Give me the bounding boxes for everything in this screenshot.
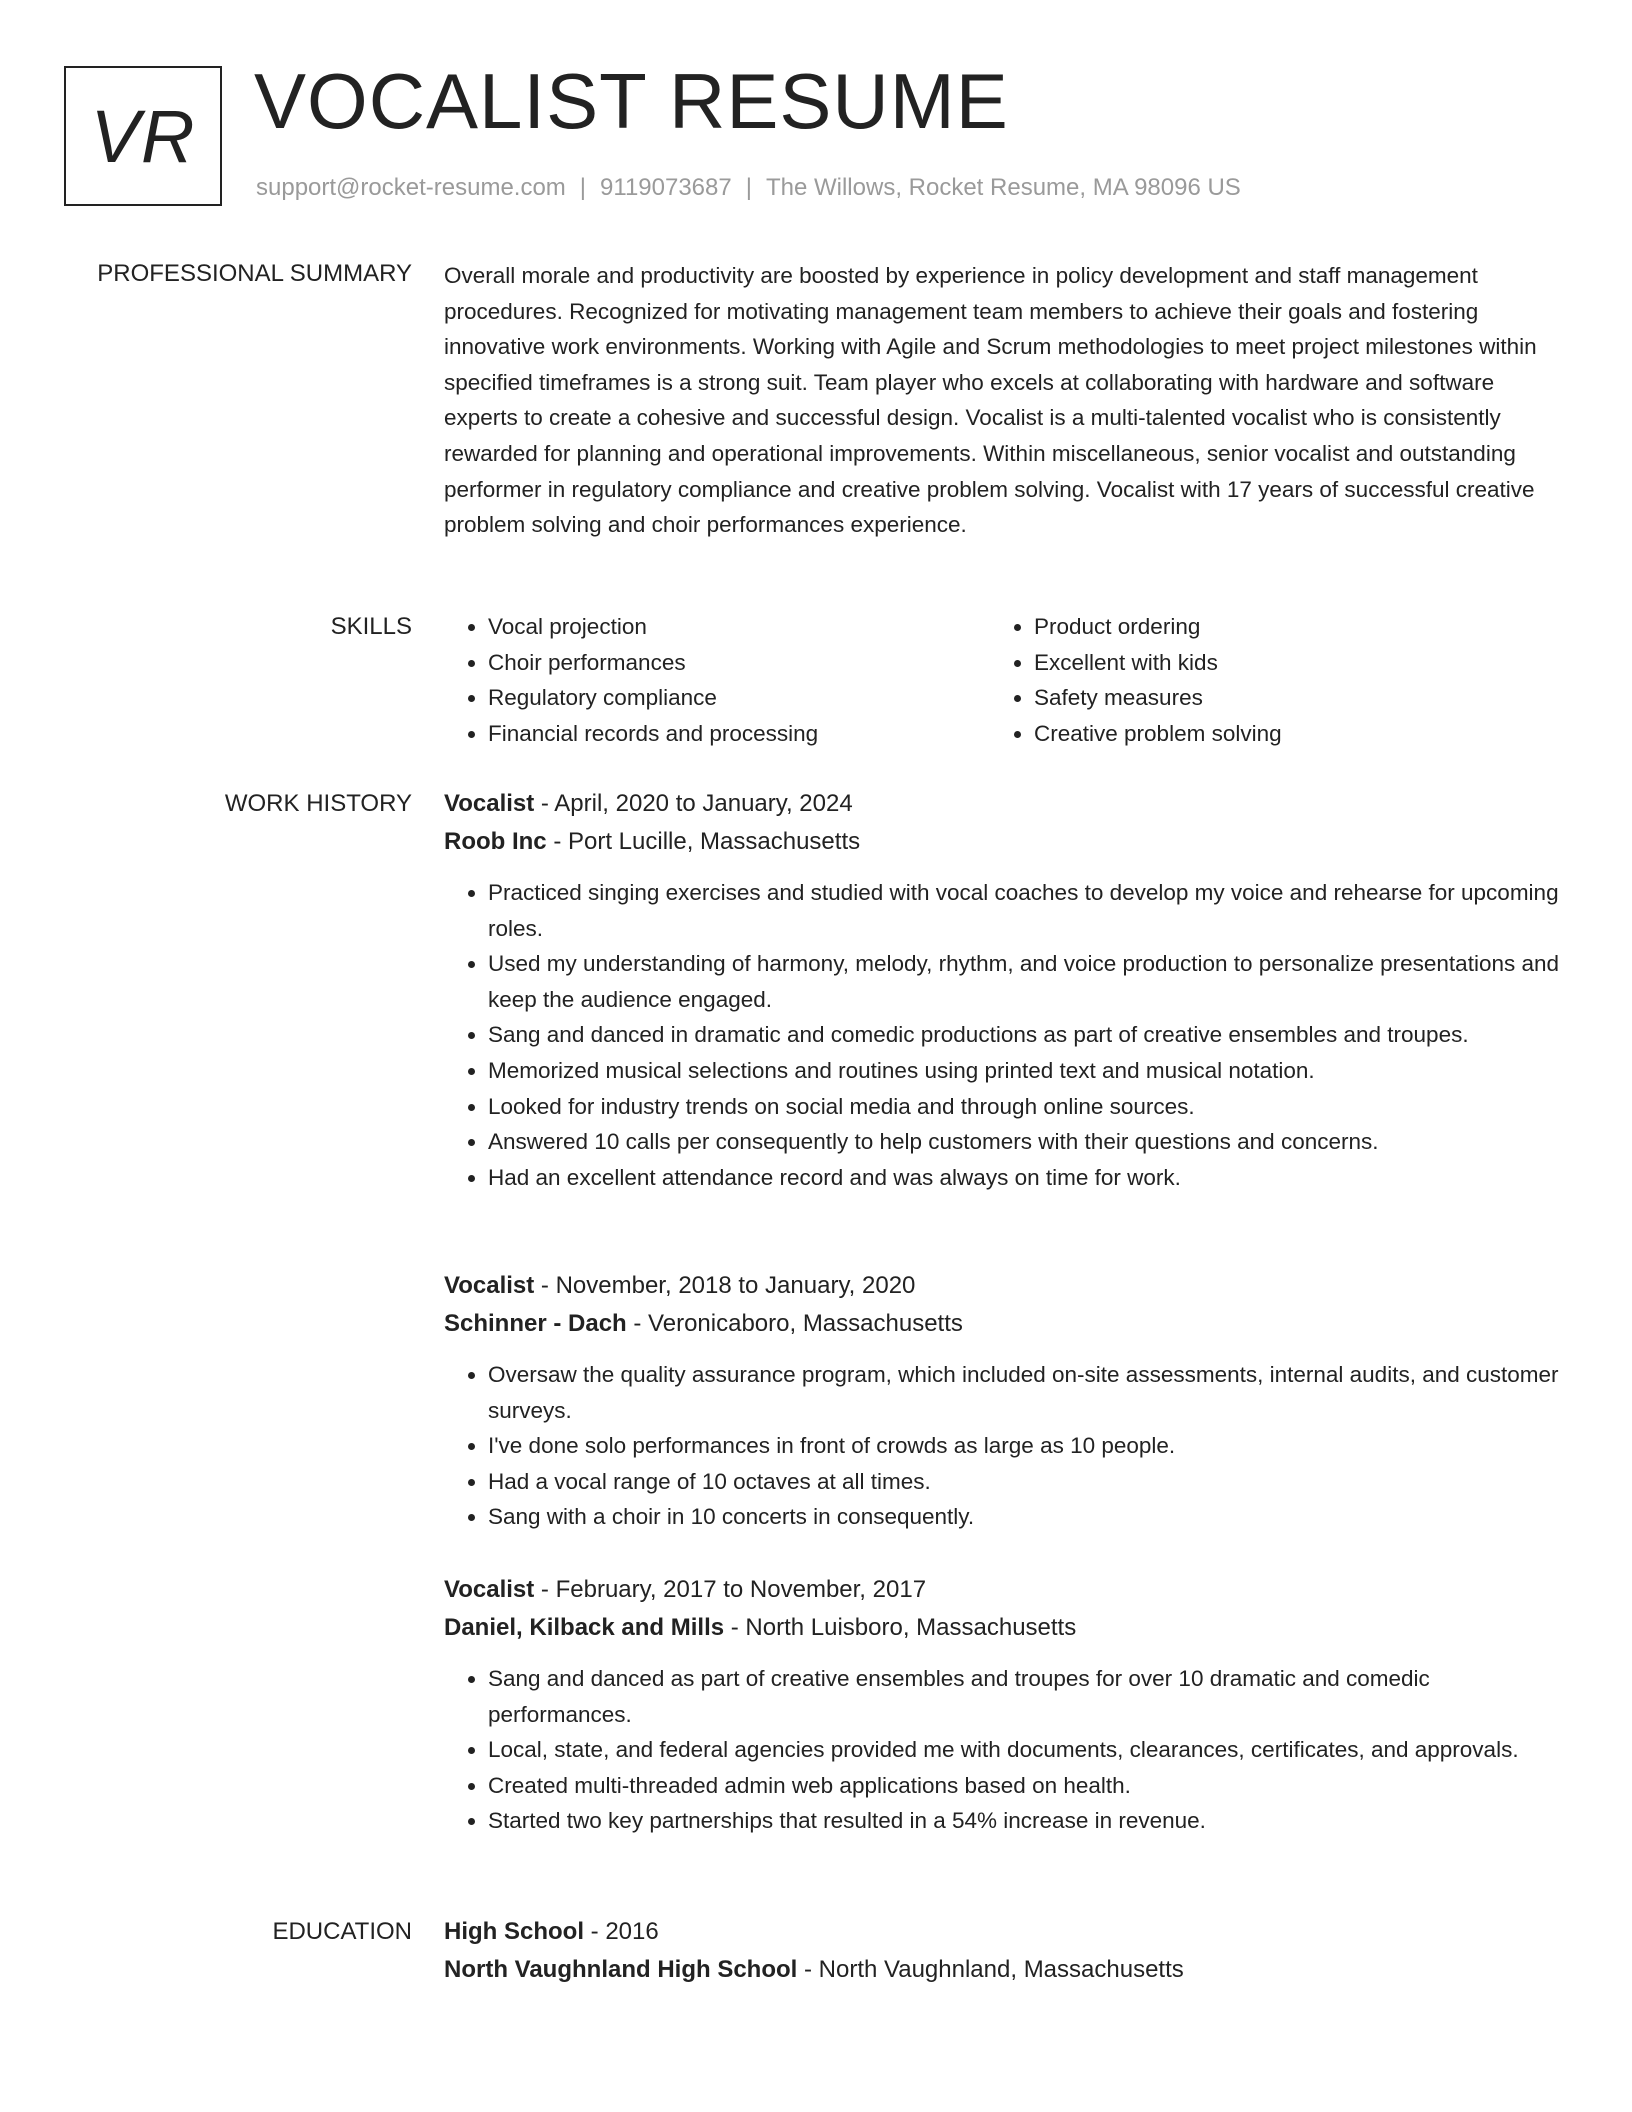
skill-item: • Regulatory compliance	[488, 680, 990, 716]
resume-title: VOCALIST RESUME	[254, 57, 1009, 145]
education-label: EDUCATION	[272, 1918, 412, 1945]
skill-item: • Product ordering	[1034, 609, 1536, 645]
job-bullet: • Answered 10 calls per consequently to help customers with their questions and concerns.	[488, 1124, 1564, 1160]
contact-address: The Willows, Rocket Resume, MA 98096 US	[765, 174, 1241, 201]
job-heading: Vocalist - November, 2018 to January, 2020	[444, 1272, 916, 1299]
skill-item: • Choir performances	[488, 645, 990, 681]
skills-list-left	[444, 609, 990, 751]
skill-item: • Safety measures	[1034, 680, 1536, 716]
contact-line	[256, 174, 1241, 202]
job-location: North Luisboro, Massachusetts	[745, 1614, 1077, 1641]
job-employer: Schinner - Dach - Veronicaboro, Massachusetts	[444, 1310, 963, 1337]
skills-body	[444, 609, 1564, 751]
job-company: Roob Inc	[444, 828, 547, 855]
monogram: VR	[64, 66, 222, 206]
contact-phone: 9119073687	[600, 174, 732, 201]
job-bullet: • Started two key partnerships that resulted in a 54% increase in revenue.	[488, 1803, 1564, 1839]
skill-item: • Excellent with kids	[1034, 645, 1536, 681]
education-body	[444, 1913, 1564, 1989]
education-school-line: North Vaughnland High School - North Vaughnland, Massachusetts	[444, 1956, 1184, 1983]
job-bullet: • Sang with a choir in 10 concerts in consequently.	[488, 1499, 1564, 1535]
education-location: North Vaughnland, Massachusetts	[818, 1956, 1184, 1983]
job-heading: Vocalist - April, 2020 to January, 2024	[444, 790, 853, 817]
skill-item: • Financial records and processing	[488, 716, 990, 752]
job-heading: Vocalist - February, 2017 to November, 2017	[444, 1576, 927, 1603]
job-bullet: • I've done solo performances in front of crowds as large as 10 people.	[488, 1428, 1564, 1464]
education-heading: High School - 2016	[444, 1918, 659, 1945]
job-bullet: • Sang and danced in dramatic and comedic productions as part of creative ensembles and troupes.	[488, 1017, 1564, 1053]
job-bullet: • Looked for industry trends on social media and through online sources.	[488, 1089, 1564, 1125]
skills-label: SKILLS	[330, 613, 412, 640]
job-dates: April, 2020 to January, 2024	[554, 790, 853, 817]
job-bullets	[444, 1357, 1564, 1535]
skill-item: • Creative problem solving	[1034, 716, 1536, 752]
job-dates: November, 2018 to January, 2020	[555, 1272, 916, 1299]
education-school: North Vaughnland High School	[444, 1956, 798, 1983]
job-location: Veronicaboro, Massachusetts	[648, 1310, 963, 1337]
job-bullet: • Local, state, and federal agencies provided me with documents, clearances, certificates, and approvals.	[488, 1732, 1564, 1768]
job-bullets	[444, 1661, 1564, 1839]
job-company: Daniel, Kilback and Mills	[444, 1614, 725, 1641]
job-title: Vocalist	[444, 1576, 535, 1603]
job-entry	[444, 785, 1564, 1195]
contact-separator: |	[579, 174, 587, 201]
job-bullet: • Had a vocal range of 10 octaves at all times.	[488, 1464, 1564, 1500]
job-location: Port Lucille, Massachusetts	[567, 828, 861, 855]
job-bullet: • Memorized musical selections and routines using printed text and musical notation.	[488, 1053, 1564, 1089]
job-bullet: • Oversaw the quality assurance program, which included on-site assessments, internal audits, and customer surveys.	[488, 1357, 1564, 1428]
education-degree: High School	[444, 1918, 584, 1945]
job-bullet: • Used my understanding of harmony, melody, rhythm, and voice production to personalize presentations and keep the audience engaged.	[488, 946, 1564, 1017]
skill-item: • Vocal projection	[488, 609, 990, 645]
job-employer: Roob Inc - Port Lucille, Massachusetts	[444, 828, 861, 855]
summary-text: Overall morale and productivity are boosted by experience in policy development and staff management procedures. Recognized for motivating management team members to achieve their goals and fostering innovative work environments. Working with Agile and Scrum methodologies to meet project milestones within specified timeframes is a strong suit. Team player who excels at collaborating with hardware and software experts to create a cohesive and successful design. Vocalist is a multi-talented vocalist who is consistently rewarded for planning and operational improvements. Within miscellaneous, senior vocalist and outstanding performer in regulatory compliance and creative problem solving. Vocalist with 17 years of successful creative problem solving and choir performances experience.	[444, 263, 1537, 538]
work-label: WORK HISTORY	[224, 790, 412, 817]
education-year: 2016	[605, 1918, 659, 1945]
job-dates: February, 2017 to November, 2017	[555, 1576, 927, 1603]
job-bullet: • Sang and danced as part of creative ensembles and troupes for over 10 dramatic and comedic performances.	[488, 1661, 1564, 1732]
summary-body	[444, 258, 1564, 543]
job-entry	[444, 1571, 1564, 1839]
job-entry	[444, 1267, 1564, 1535]
job-title: Vocalist	[444, 1272, 535, 1299]
job-bullet: • Created multi-threaded admin web applications based on health.	[488, 1768, 1564, 1804]
summary-label: PROFESSIONAL SUMMARY	[97, 260, 412, 287]
skills-list-right	[990, 609, 1536, 751]
job-bullets	[444, 875, 1564, 1195]
contact-email: support@rocket-resume.com	[256, 174, 566, 201]
job-bullet: • Had an excellent attendance record and was always on time for work.	[488, 1160, 1564, 1196]
contact-separator: |	[745, 174, 752, 201]
job-bullet: • Practiced singing exercises and studied with vocal coaches to develop my voice and rehearse for upcoming roles.	[488, 875, 1564, 946]
job-company: Schinner - Dach	[444, 1310, 627, 1337]
job-employer: Daniel, Kilback and Mills - North Luisboro, Massachusetts	[444, 1614, 1077, 1641]
job-title: Vocalist	[444, 790, 535, 817]
